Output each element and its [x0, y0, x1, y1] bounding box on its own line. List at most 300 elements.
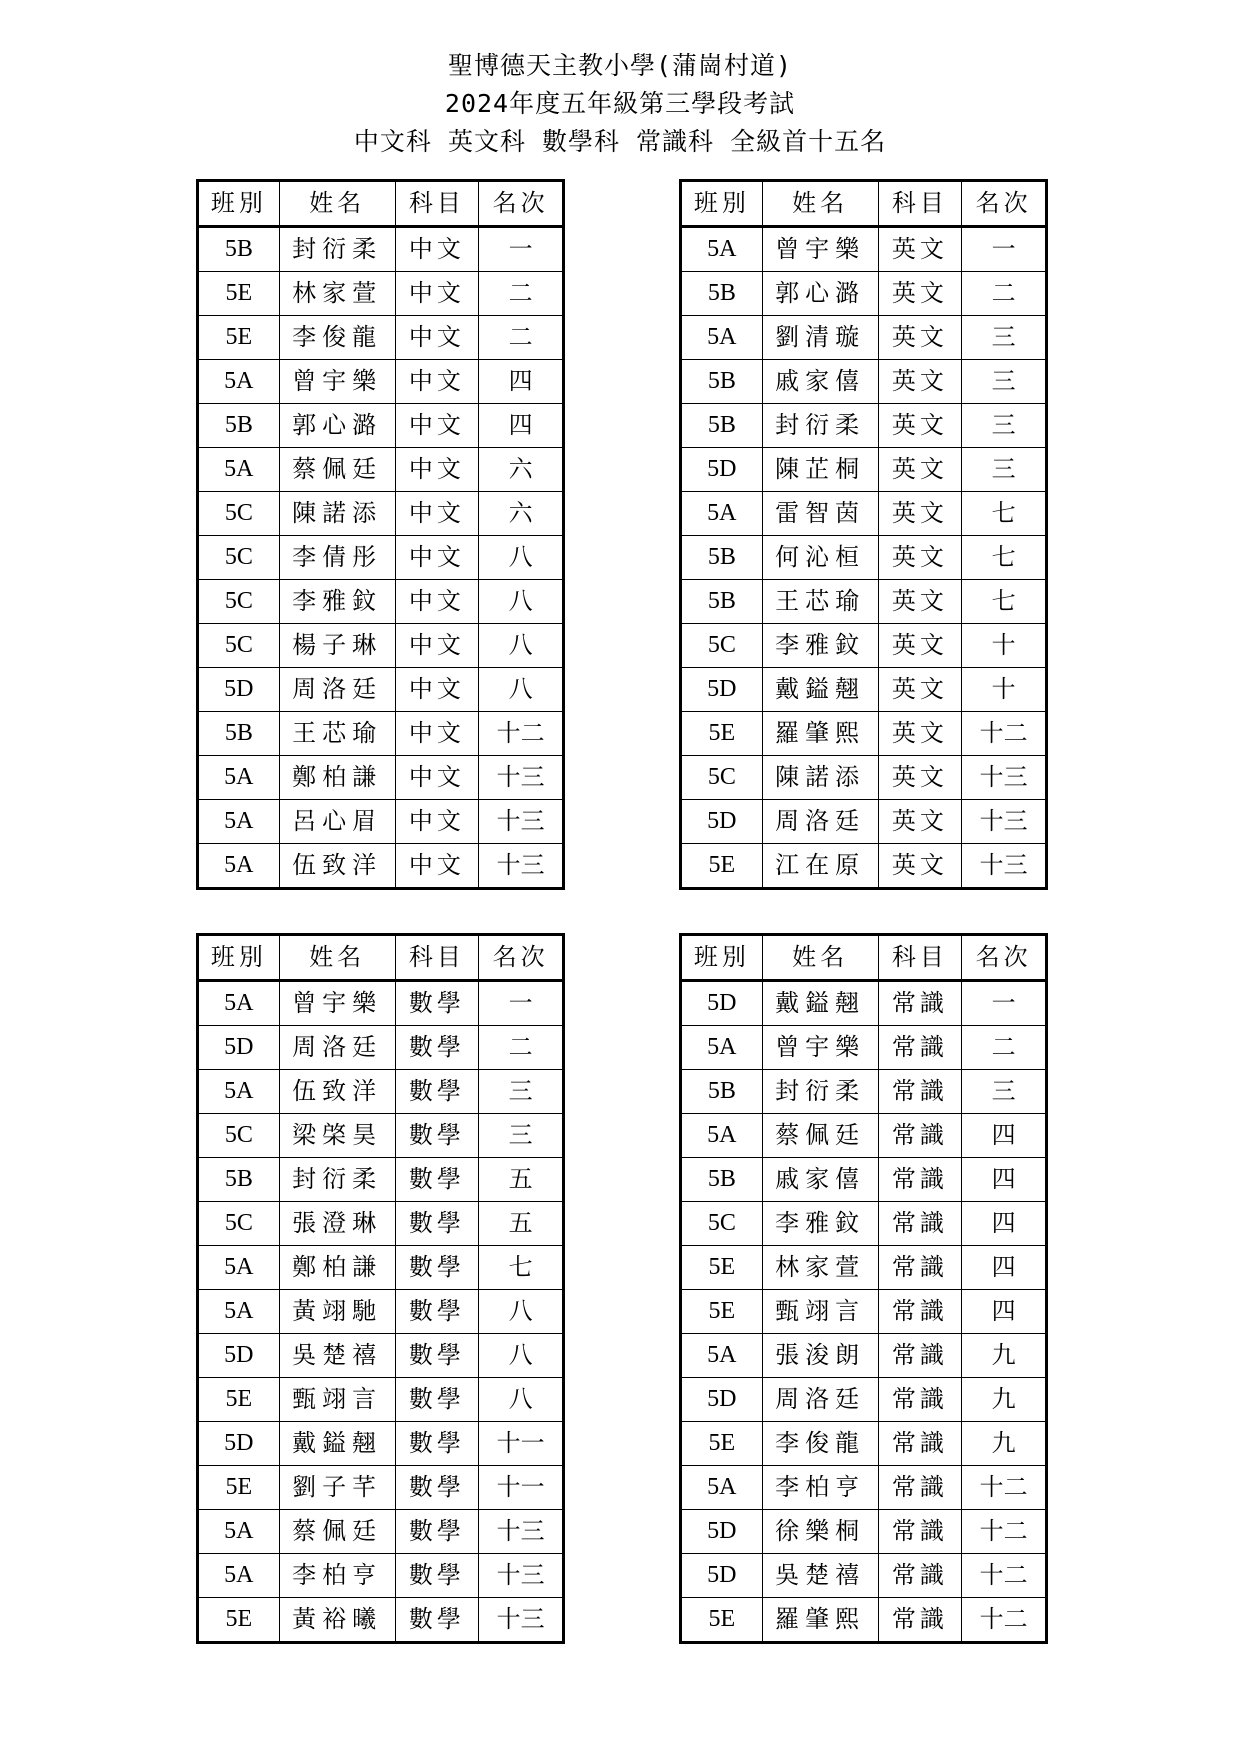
subject-cell: 中文	[395, 756, 479, 800]
class-cell: 5A	[198, 360, 280, 404]
subject-cell: 英文	[878, 844, 962, 889]
name-cell: 劉子芊	[279, 1466, 395, 1510]
subject-cell: 數學	[395, 1510, 479, 1554]
subject-cell: 中文	[395, 316, 479, 360]
table-row	[681, 1554, 1047, 1598]
subject-cell: 英文	[878, 448, 962, 492]
table-row	[198, 1554, 564, 1598]
table-row	[681, 800, 1047, 844]
rank-cell: 十一	[479, 1422, 564, 1466]
name-cell: 張澄琳	[279, 1202, 395, 1246]
rank-cell: 八	[479, 1334, 564, 1378]
table-row	[198, 1070, 564, 1114]
class-cell: 5D	[681, 1554, 763, 1598]
class-cell: 5E	[198, 1598, 280, 1643]
rank-cell: 三	[962, 404, 1047, 448]
name-cell: 蔡佩廷	[762, 1114, 878, 1158]
class-cell: 5B	[681, 360, 763, 404]
class-cell: 5B	[681, 404, 763, 448]
rank-cell: 十二	[962, 1598, 1047, 1643]
chinese-ranking-table	[196, 179, 565, 890]
name-cell: 楊子琳	[279, 624, 395, 668]
class-cell: 5A	[681, 1114, 763, 1158]
table-row	[198, 756, 564, 800]
name-cell: 郭心潞	[762, 272, 878, 316]
rank-cell: 六	[479, 492, 564, 536]
class-cell: 5B	[198, 404, 280, 448]
subject-cell: 中文	[395, 536, 479, 580]
column-header-rank: 名次	[479, 935, 564, 981]
rank-cell: 九	[962, 1422, 1047, 1466]
subject-cell: 常識	[878, 1378, 962, 1422]
rank-cell: 十三	[962, 800, 1047, 844]
class-cell: 5A	[681, 492, 763, 536]
subject-cell: 常識	[878, 1334, 962, 1378]
rank-cell: 三	[962, 316, 1047, 360]
table-row	[198, 1510, 564, 1554]
rank-cell: 七	[962, 536, 1047, 580]
table-row	[681, 712, 1047, 756]
table-row	[198, 1158, 564, 1202]
name-cell: 戴鎰翹	[762, 668, 878, 712]
class-cell: 5A	[198, 756, 280, 800]
subject-cell: 中文	[395, 624, 479, 668]
subject-cell: 英文	[878, 756, 962, 800]
general-studies-ranking-table	[679, 933, 1048, 1644]
table-row	[681, 580, 1047, 624]
table-row	[681, 1510, 1047, 1554]
table-row	[681, 1070, 1047, 1114]
table-row	[198, 1202, 564, 1246]
class-cell: 5D	[681, 1510, 763, 1554]
subject-cell: 中文	[395, 448, 479, 492]
subject-cell: 數學	[395, 1466, 479, 1510]
subject-cell: 中文	[395, 227, 479, 272]
rank-cell: 四	[479, 360, 564, 404]
class-cell: 5E	[681, 1290, 763, 1334]
name-cell: 曾宇樂	[762, 1026, 878, 1070]
name-cell: 羅肇熙	[762, 1598, 878, 1643]
rank-cell: 十一	[479, 1466, 564, 1510]
rank-cell: 二	[962, 1026, 1047, 1070]
table-row	[198, 227, 564, 272]
class-cell: 5A	[198, 800, 280, 844]
subject-cell: 數學	[395, 1290, 479, 1334]
column-header-name: 姓名	[279, 181, 395, 227]
subject-cell: 中文	[395, 844, 479, 889]
subject-cell: 常識	[878, 1422, 962, 1466]
subject-cell: 數學	[395, 1378, 479, 1422]
subject-cell: 英文	[878, 272, 962, 316]
subject-cell: 英文	[878, 360, 962, 404]
document-subtitle: 中文科 英文科 數學科 常識科 全級首十五名	[353, 127, 887, 156]
rank-cell: 八	[479, 1378, 564, 1422]
subject-cell: 常識	[878, 1510, 962, 1554]
class-cell: 5C	[198, 580, 280, 624]
name-cell: 林家萱	[762, 1246, 878, 1290]
name-cell: 李倩彤	[279, 536, 395, 580]
table-row	[681, 1598, 1047, 1643]
name-cell: 周洛廷	[279, 668, 395, 712]
table-header-row	[198, 181, 564, 227]
rank-cell: 三	[962, 448, 1047, 492]
rank-cell: 三	[962, 360, 1047, 404]
subject-cell: 英文	[878, 492, 962, 536]
rank-cell: 二	[479, 1026, 564, 1070]
name-cell: 李雅鈫	[762, 624, 878, 668]
subject-cell: 英文	[878, 712, 962, 756]
name-cell: 林家萱	[279, 272, 395, 316]
exam-title: 2024年度五年級第三學段考試	[444, 89, 796, 118]
column-header-rank: 名次	[962, 935, 1047, 981]
column-header-class: 班別	[681, 181, 763, 227]
name-cell: 王芯瑜	[762, 580, 878, 624]
table-row	[198, 1422, 564, 1466]
class-cell: 5C	[681, 1202, 763, 1246]
subject-cell: 常識	[878, 1466, 962, 1510]
table-row	[681, 448, 1047, 492]
rank-cell: 三	[962, 1070, 1047, 1114]
subject-cell: 數學	[395, 1202, 479, 1246]
class-cell: 5C	[198, 1114, 280, 1158]
table-header-row	[681, 935, 1047, 981]
name-cell: 曾宇樂	[279, 360, 395, 404]
subject-cell: 常識	[878, 1554, 962, 1598]
name-cell: 陳芷桐	[762, 448, 878, 492]
class-cell: 5A	[198, 981, 280, 1026]
column-header-subject: 科目	[878, 181, 962, 227]
rank-cell: 二	[479, 272, 564, 316]
name-cell: 徐樂桐	[762, 1510, 878, 1554]
name-cell: 戴鎰翹	[762, 981, 878, 1026]
subject-cell: 常識	[878, 1598, 962, 1643]
subject-cell: 數學	[395, 981, 479, 1026]
subject-cell: 中文	[395, 580, 479, 624]
subject-cell: 英文	[878, 580, 962, 624]
table-row	[198, 981, 564, 1026]
subject-cell: 常識	[878, 1202, 962, 1246]
class-cell: 5D	[198, 668, 280, 712]
class-cell: 5C	[198, 492, 280, 536]
name-cell: 蔡佩廷	[279, 448, 395, 492]
class-cell: 5B	[198, 227, 280, 272]
class-cell: 5A	[681, 1334, 763, 1378]
class-cell: 5A	[681, 227, 763, 272]
class-cell: 5D	[198, 1334, 280, 1378]
name-cell: 何沁桓	[762, 536, 878, 580]
column-header-name: 姓名	[762, 935, 878, 981]
class-cell: 5A	[681, 316, 763, 360]
subject-cell: 常識	[878, 1026, 962, 1070]
rank-cell: 十	[962, 624, 1047, 668]
class-cell: 5E	[681, 712, 763, 756]
rank-cell: 十三	[479, 1510, 564, 1554]
subject-cell: 數學	[395, 1334, 479, 1378]
table-row	[198, 844, 564, 889]
table-row	[681, 227, 1047, 272]
table-row	[198, 1026, 564, 1070]
subject-cell: 英文	[878, 404, 962, 448]
name-cell: 周洛廷	[762, 1378, 878, 1422]
class-cell: 5B	[681, 1070, 763, 1114]
rank-cell: 七	[962, 492, 1047, 536]
class-cell: 5E	[681, 844, 763, 889]
subject-cell: 常識	[878, 1246, 962, 1290]
table-row	[681, 1290, 1047, 1334]
rank-cell: 十三	[479, 844, 564, 889]
subject-cell: 數學	[395, 1114, 479, 1158]
name-cell: 戚家僖	[762, 1158, 878, 1202]
name-cell: 戴鎰翹	[279, 1422, 395, 1466]
rank-cell: 四	[962, 1290, 1047, 1334]
rank-cell: 一	[479, 981, 564, 1026]
subject-cell: 數學	[395, 1026, 479, 1070]
subject-cell: 常識	[878, 1070, 962, 1114]
class-cell: 5A	[198, 1070, 280, 1114]
class-cell: 5D	[681, 800, 763, 844]
column-header-rank: 名次	[962, 181, 1047, 227]
table-row	[681, 1246, 1047, 1290]
name-cell: 黃裕曦	[279, 1598, 395, 1643]
class-cell: 5A	[681, 1026, 763, 1070]
subject-cell: 數學	[395, 1158, 479, 1202]
subject-cell: 中文	[395, 712, 479, 756]
table-row	[198, 1598, 564, 1643]
rank-cell: 十三	[479, 1598, 564, 1643]
table-row	[198, 1466, 564, 1510]
rank-cell: 三	[479, 1114, 564, 1158]
column-header-subject: 科目	[395, 181, 479, 227]
rank-cell: 十二	[962, 1554, 1047, 1598]
name-cell: 吳楚禧	[279, 1334, 395, 1378]
table-row	[681, 1422, 1047, 1466]
math-ranking-table	[196, 933, 565, 1644]
table-row	[198, 360, 564, 404]
name-cell: 李柏亨	[762, 1466, 878, 1510]
table-row	[198, 668, 564, 712]
rank-cell: 九	[962, 1334, 1047, 1378]
subject-cell: 數學	[395, 1070, 479, 1114]
rank-cell: 八	[479, 624, 564, 668]
column-header-name: 姓名	[279, 935, 395, 981]
class-cell: 5E	[681, 1422, 763, 1466]
name-cell: 曾宇樂	[279, 981, 395, 1026]
subject-cell: 常識	[878, 981, 962, 1026]
subject-cell: 中文	[395, 492, 479, 536]
table-row	[198, 448, 564, 492]
name-cell: 羅肇熙	[762, 712, 878, 756]
rank-cell: 三	[479, 1070, 564, 1114]
subject-cell: 中文	[395, 404, 479, 448]
rank-cell: 五	[479, 1202, 564, 1246]
column-header-class: 班別	[198, 181, 280, 227]
name-cell: 封衍柔	[762, 1070, 878, 1114]
table-header-row	[681, 181, 1047, 227]
class-cell: 5A	[681, 1466, 763, 1510]
rank-cell: 十	[962, 668, 1047, 712]
school-name: 聖博德天主教小學(蒲崗村道)	[447, 51, 793, 80]
name-cell: 周洛廷	[279, 1026, 395, 1070]
name-cell: 周洛廷	[762, 800, 878, 844]
table-row	[681, 756, 1047, 800]
subject-cell: 常識	[878, 1114, 962, 1158]
table-row	[198, 624, 564, 668]
table-row	[198, 536, 564, 580]
subject-cell: 數學	[395, 1598, 479, 1643]
class-cell: 5B	[681, 536, 763, 580]
rank-cell: 六	[479, 448, 564, 492]
class-cell: 5E	[681, 1598, 763, 1643]
table-row	[681, 981, 1047, 1026]
table-row	[681, 272, 1047, 316]
rank-cell: 四	[962, 1246, 1047, 1290]
class-cell: 5D	[681, 981, 763, 1026]
subject-cell: 英文	[878, 536, 962, 580]
rank-cell: 二	[479, 316, 564, 360]
name-cell: 封衍柔	[279, 1158, 395, 1202]
rank-cell: 十三	[479, 800, 564, 844]
table-row	[681, 492, 1047, 536]
column-header-name: 姓名	[762, 181, 878, 227]
class-cell: 5A	[198, 1554, 280, 1598]
rank-cell: 五	[479, 1158, 564, 1202]
class-cell: 5D	[198, 1026, 280, 1070]
rank-cell: 十三	[962, 844, 1047, 889]
class-cell: 5B	[681, 272, 763, 316]
class-cell: 5E	[198, 316, 280, 360]
name-cell: 曾宇樂	[762, 227, 878, 272]
name-cell: 王芯瑜	[279, 712, 395, 756]
rank-cell: 七	[479, 1246, 564, 1290]
column-header-subject: 科目	[878, 935, 962, 981]
name-cell: 劉清璇	[762, 316, 878, 360]
rank-cell: 八	[479, 536, 564, 580]
table-row	[681, 1114, 1047, 1158]
table-row	[681, 624, 1047, 668]
class-cell: 5B	[198, 712, 280, 756]
class-cell: 5B	[198, 1158, 280, 1202]
table-row	[681, 404, 1047, 448]
table-row	[681, 1466, 1047, 1510]
class-cell: 5C	[681, 624, 763, 668]
rank-cell: 四	[962, 1158, 1047, 1202]
name-cell: 江在原	[762, 844, 878, 889]
subject-cell: 數學	[395, 1554, 479, 1598]
name-cell: 李雅鈫	[279, 580, 395, 624]
subject-cell: 中文	[395, 668, 479, 712]
table-row	[198, 316, 564, 360]
table-row	[198, 580, 564, 624]
subject-cell: 數學	[395, 1246, 479, 1290]
name-cell: 呂心眉	[279, 800, 395, 844]
table-row	[198, 492, 564, 536]
rank-cell: 八	[479, 580, 564, 624]
class-cell: 5D	[681, 1378, 763, 1422]
subject-cell: 英文	[878, 227, 962, 272]
table-row	[681, 1378, 1047, 1422]
rank-cell: 十三	[962, 756, 1047, 800]
name-cell: 蔡佩廷	[279, 1510, 395, 1554]
class-cell: 5A	[198, 1510, 280, 1554]
class-cell: 5B	[681, 1158, 763, 1202]
english-ranking-table	[679, 179, 1048, 890]
name-cell: 鄭柏謙	[279, 1246, 395, 1290]
class-cell: 5A	[198, 1246, 280, 1290]
table-row	[681, 844, 1047, 889]
table-row	[198, 1334, 564, 1378]
table-row	[681, 1158, 1047, 1202]
class-cell: 5A	[198, 448, 280, 492]
table-row	[198, 1246, 564, 1290]
table-row	[681, 536, 1047, 580]
name-cell: 李俊龍	[279, 316, 395, 360]
name-cell: 伍致洋	[279, 844, 395, 889]
name-cell: 雷智茵	[762, 492, 878, 536]
class-cell: 5D	[681, 448, 763, 492]
class-cell: 5E	[198, 1378, 280, 1422]
subject-cell: 中文	[395, 360, 479, 404]
rank-cell: 一	[962, 981, 1047, 1026]
class-cell: 5A	[198, 844, 280, 889]
rank-cell: 十二	[962, 1466, 1047, 1510]
rank-cell: 七	[962, 580, 1047, 624]
class-cell: 5C	[198, 624, 280, 668]
table-row	[681, 360, 1047, 404]
name-cell: 甄翊言	[279, 1378, 395, 1422]
name-cell: 梁棨昊	[279, 1114, 395, 1158]
name-cell: 戚家僖	[762, 360, 878, 404]
name-cell: 吳楚禧	[762, 1554, 878, 1598]
class-cell: 5C	[198, 536, 280, 580]
name-cell: 李柏亨	[279, 1554, 395, 1598]
column-header-class: 班別	[681, 935, 763, 981]
name-cell: 封衍柔	[279, 227, 395, 272]
class-cell: 5E	[681, 1246, 763, 1290]
name-cell: 陳諾添	[762, 756, 878, 800]
subject-cell: 常識	[878, 1290, 962, 1334]
class-cell: 5E	[198, 272, 280, 316]
name-cell: 伍致洋	[279, 1070, 395, 1114]
table-row	[198, 800, 564, 844]
subject-cell: 常識	[878, 1158, 962, 1202]
name-cell: 鄭柏謙	[279, 756, 395, 800]
column-header-rank: 名次	[479, 181, 564, 227]
name-cell: 甄翊言	[762, 1290, 878, 1334]
class-cell: 5D	[198, 1422, 280, 1466]
rank-cell: 十二	[962, 712, 1047, 756]
table-row	[198, 712, 564, 756]
subject-cell: 中文	[395, 800, 479, 844]
column-header-subject: 科目	[395, 935, 479, 981]
table-row	[198, 1378, 564, 1422]
table-row	[681, 1026, 1047, 1070]
rank-cell: 八	[479, 1290, 564, 1334]
rank-cell: 一	[479, 227, 564, 272]
table-row	[681, 668, 1047, 712]
rank-cell: 一	[962, 227, 1047, 272]
subject-cell: 英文	[878, 624, 962, 668]
name-cell: 張浚朗	[762, 1334, 878, 1378]
subject-cell: 數學	[395, 1422, 479, 1466]
table-row	[681, 316, 1047, 360]
subject-cell: 英文	[878, 316, 962, 360]
rank-cell: 十三	[479, 1554, 564, 1598]
table-row	[681, 1202, 1047, 1246]
table-row	[198, 272, 564, 316]
rank-cell: 四	[962, 1114, 1047, 1158]
subject-cell: 英文	[878, 800, 962, 844]
rank-cell: 十二	[962, 1510, 1047, 1554]
